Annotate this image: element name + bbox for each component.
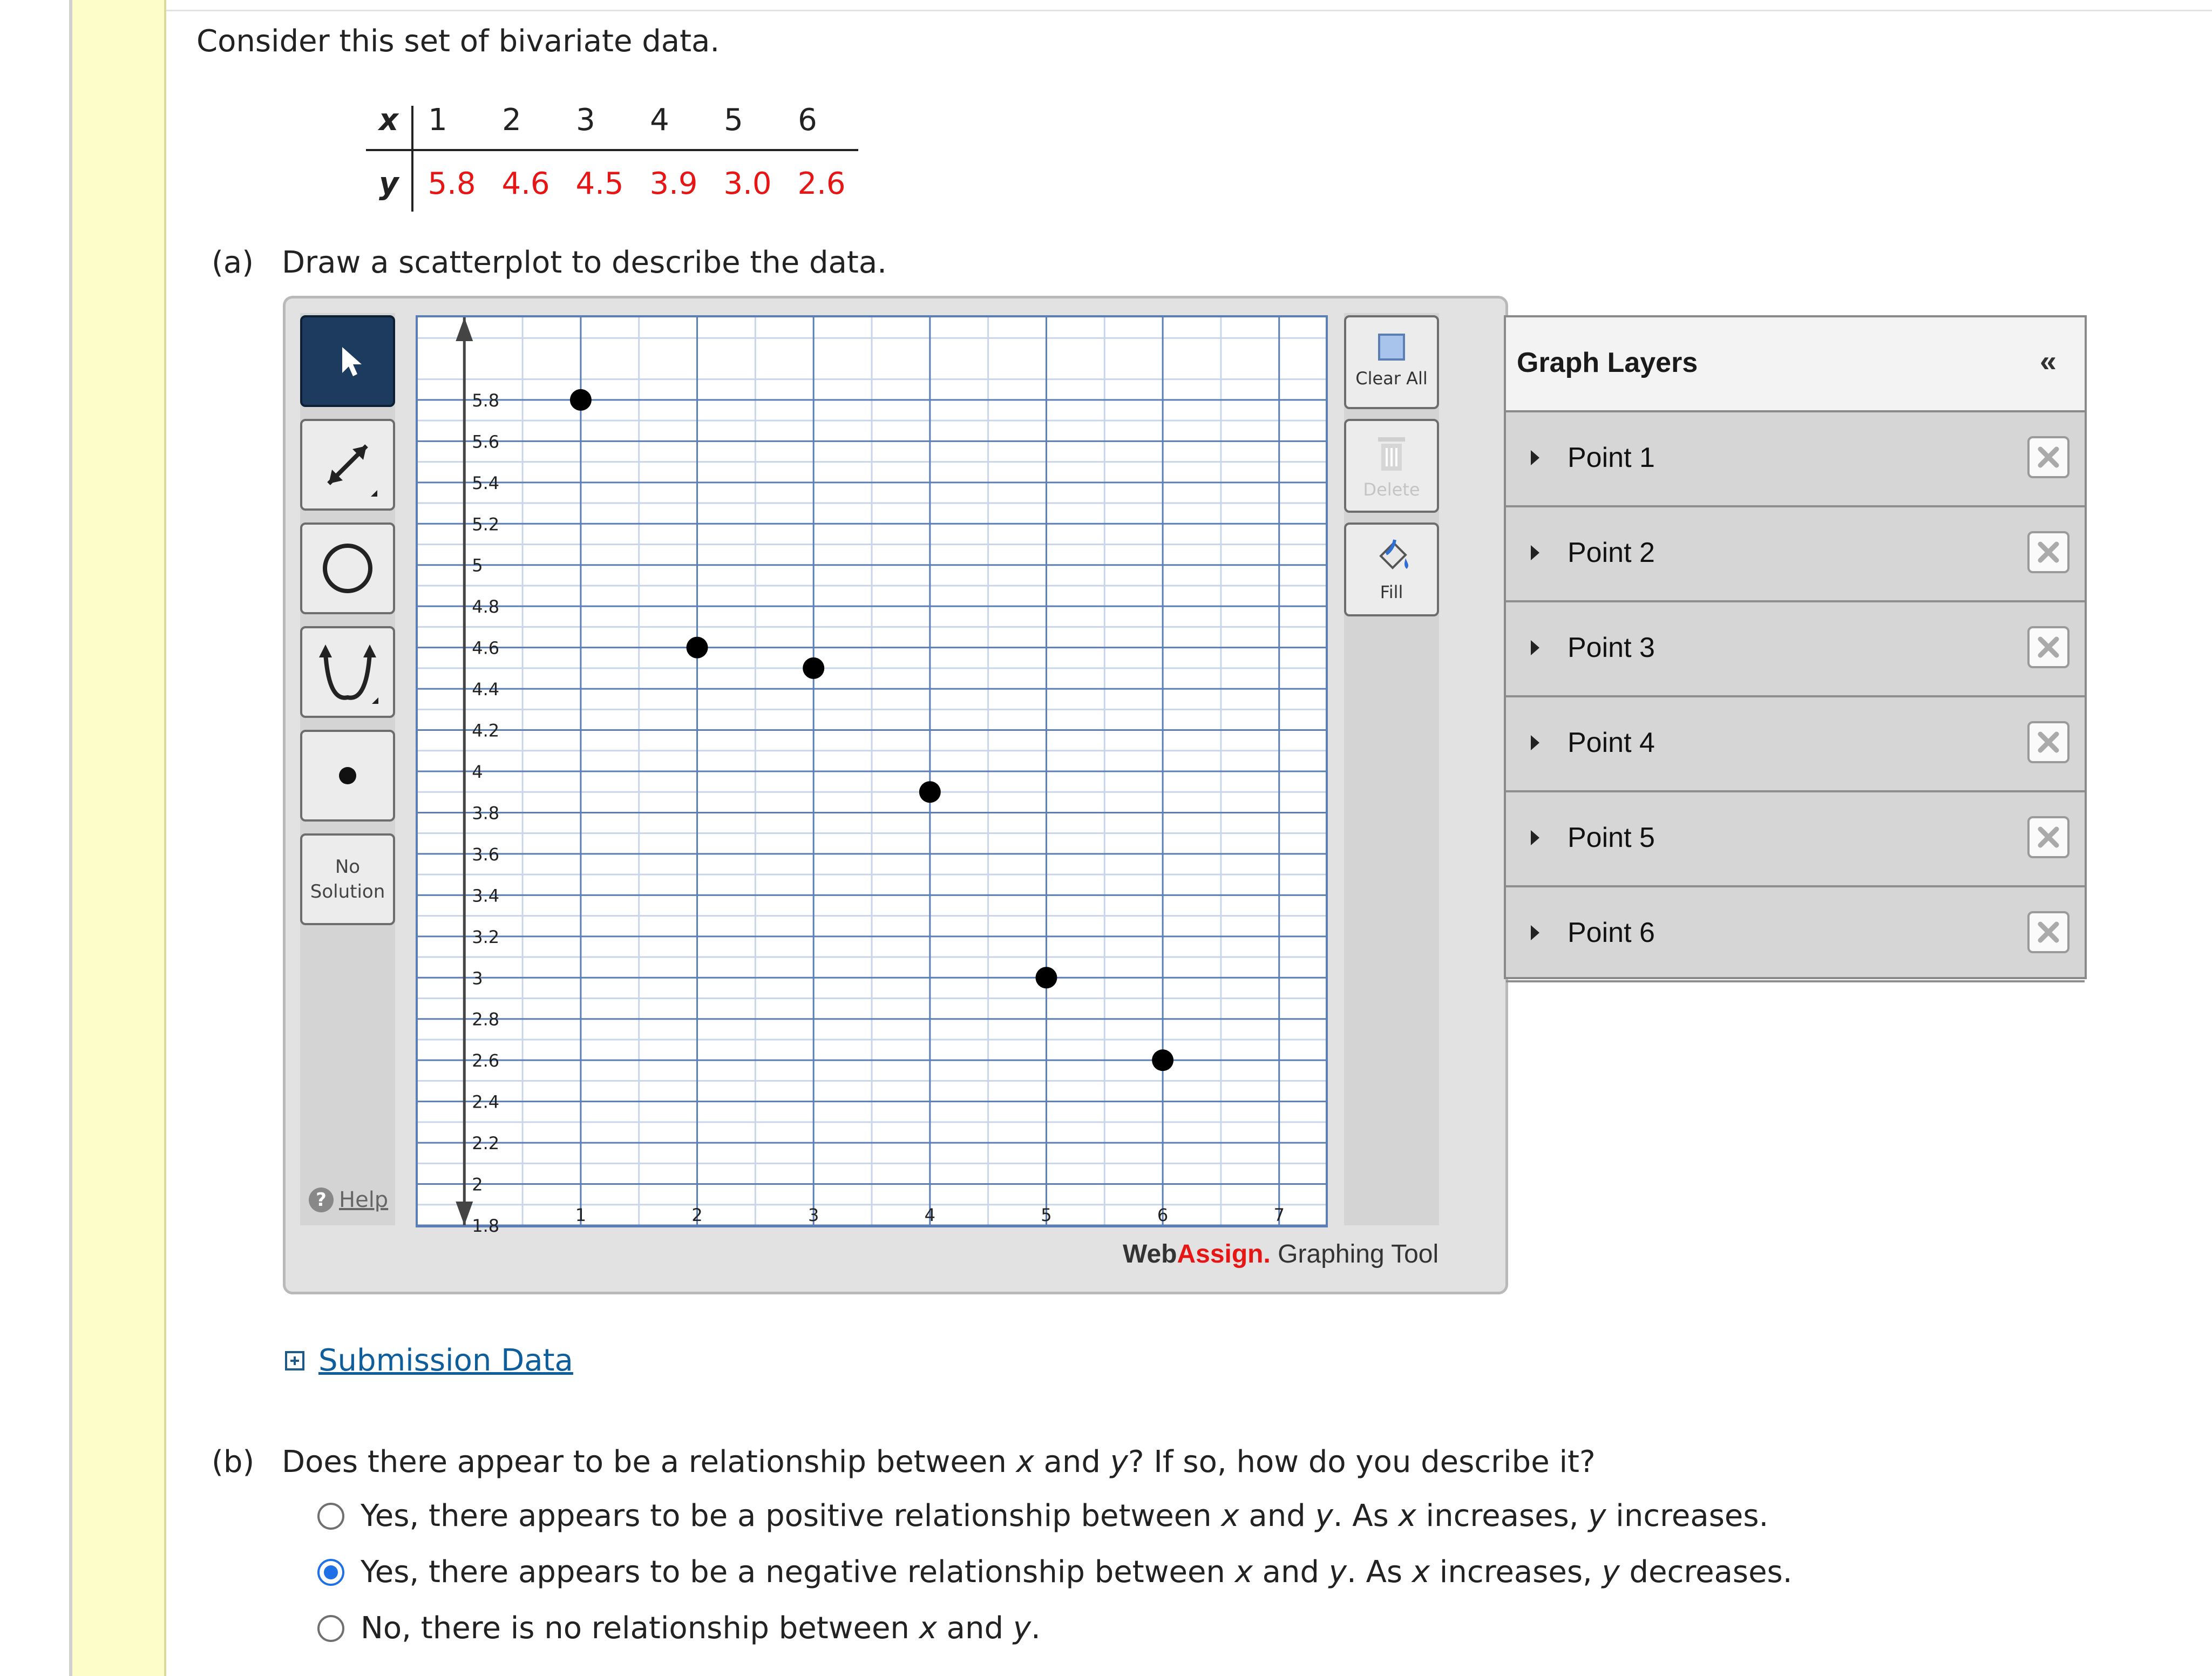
option-label[interactable]: Yes, there appears to be a positive relationship between x and y. As x increases, y increases. [361, 1498, 1769, 1533]
data-point[interactable] [803, 657, 824, 679]
layer-row[interactable] [1506, 507, 2085, 602]
y-tick-label: 4 [472, 762, 483, 782]
webassign-brand [1123, 1239, 1439, 1269]
brand-web: Web [1123, 1240, 1177, 1268]
remove-layer-button[interactable] [2027, 626, 2069, 668]
table-y-value: 2.6 [797, 166, 846, 201]
y-tick-label: 5.8 [472, 390, 500, 411]
table-x-label: x [379, 103, 399, 138]
parabola-icon [313, 637, 383, 707]
y-tick-label: 5.4 [472, 472, 500, 493]
layer-label: Point 5 [1568, 822, 1655, 853]
option-radio[interactable] [317, 1615, 344, 1642]
y-tick-label: 4.2 [472, 720, 500, 741]
close-icon [2035, 919, 2062, 946]
no-solution-line2: Solution [310, 881, 385, 903]
clear-all-icon [1378, 334, 1405, 361]
delete-button[interactable] [1344, 419, 1439, 513]
close-icon [2035, 634, 2062, 661]
y-tick-label: 3.2 [472, 926, 500, 947]
table-x-value: 1 [428, 103, 447, 138]
x-tick-label: 5 [1041, 1205, 1052, 1225]
plot-area[interactable] [416, 315, 1328, 1236]
fill-label: Fill [1380, 582, 1403, 602]
point-icon [331, 759, 364, 792]
layer-label: Point 4 [1568, 727, 1655, 758]
data-point[interactable] [570, 389, 592, 411]
clear-all-label: Clear All [1355, 368, 1428, 389]
expand-triangle-icon[interactable] [1531, 735, 1539, 750]
table-y-value: 5.8 [428, 166, 476, 201]
y-tick-label: 2.8 [472, 1009, 500, 1030]
clear-all-button[interactable] [1344, 315, 1439, 409]
y-tick-label: 4.4 [472, 679, 500, 700]
pointer-tool-button[interactable] [300, 315, 395, 407]
table-y-label: y [379, 166, 399, 201]
option-label[interactable]: Yes, there appears to be a negative relationship between x and y. As x increases, y decreases. [361, 1555, 1793, 1590]
help-link[interactable] [309, 1188, 388, 1212]
y-axis-arrow-up [456, 317, 473, 341]
table-y-value: 3.0 [723, 166, 772, 201]
submission-data-link[interactable]: Submission Data [318, 1343, 573, 1378]
trash-icon [1373, 432, 1410, 475]
scatterplot[interactable] [418, 317, 1326, 1236]
layer-label: Point 2 [1568, 537, 1655, 568]
fill-button[interactable] [1344, 523, 1439, 616]
submission-data-toggle[interactable] [285, 1343, 573, 1378]
remove-layer-button[interactable] [2027, 531, 2069, 573]
y-tick-label: 3.4 [472, 885, 500, 906]
layer-row[interactable] [1506, 412, 2085, 507]
y-tick-label: 5.2 [472, 514, 500, 535]
table-x-value: 5 [724, 103, 743, 138]
x-tick-label: 7 [1273, 1205, 1285, 1225]
table-x-value: 6 [798, 103, 817, 138]
expand-triangle-icon[interactable] [1531, 640, 1539, 655]
circle-tool-button[interactable] [300, 523, 395, 614]
no-solution-line1: No [335, 856, 361, 878]
expand-triangle-icon[interactable] [1531, 830, 1539, 845]
expand-triangle-icon[interactable] [1531, 545, 1539, 560]
option-radio[interactable] [317, 1503, 344, 1530]
table-y-value: 3.9 [649, 166, 698, 201]
y-tick-label: 5.6 [472, 431, 500, 452]
remove-layer-button[interactable] [2027, 911, 2069, 953]
table-x-value: 3 [576, 103, 595, 138]
remove-layer-button[interactable] [2027, 721, 2069, 763]
y-tick-label: 3.8 [472, 803, 500, 824]
y-axis-arrow-down [456, 1202, 473, 1225]
question-margin-bar [72, 0, 166, 1676]
data-point[interactable] [687, 637, 708, 659]
delete-label: Delete [1363, 479, 1420, 500]
y-tick-label: 4.8 [472, 596, 500, 618]
close-icon [2035, 824, 2062, 851]
table-y-value: 4.6 [501, 166, 550, 201]
table-x-value: 4 [650, 103, 669, 138]
table-x-value: 2 [502, 103, 521, 138]
expand-plus-icon [285, 1351, 304, 1370]
layer-label: Point 3 [1568, 632, 1655, 663]
close-icon [2035, 444, 2062, 471]
help-label: Help [339, 1188, 389, 1212]
data-point[interactable] [919, 781, 941, 803]
parabola-tool-button[interactable] [300, 626, 395, 718]
y-tick-label: 2.6 [472, 1050, 500, 1071]
x-tick-label: 6 [1157, 1205, 1169, 1225]
line-arrow-icon [313, 430, 383, 500]
layer-row[interactable] [1506, 602, 2085, 697]
x-tick-label: 3 [808, 1205, 819, 1225]
pointer-icon [326, 340, 369, 383]
x-tick-label: 4 [924, 1205, 936, 1225]
y-tick-label: 1.8 [472, 1216, 500, 1236]
x-tick-label: 2 [691, 1205, 703, 1225]
close-icon [2035, 729, 2062, 756]
layers-header [1506, 317, 2085, 412]
collapse-icon[interactable]: « [2039, 344, 2057, 378]
data-point[interactable] [1152, 1049, 1173, 1071]
no-solution-button[interactable] [300, 833, 395, 925]
part-a-label: (a) [212, 245, 254, 280]
table-horizontal-rule [366, 149, 858, 151]
remove-layer-button[interactable] [2027, 436, 2069, 478]
brand-assign: Assign. [1177, 1240, 1271, 1268]
graph-layers-panel [1504, 315, 2087, 979]
x-tick-label: 1 [575, 1205, 587, 1225]
layers-title: Graph Layers [1517, 347, 1698, 378]
circle-icon [318, 539, 377, 598]
fill-bucket-icon [1370, 534, 1413, 578]
option-label[interactable]: No, there is no relationship between x and y. [361, 1611, 1041, 1646]
y-tick-label: 3.6 [472, 844, 500, 865]
point-tool-button[interactable] [300, 730, 395, 822]
remove-layer-button[interactable] [2027, 816, 2069, 858]
data-point[interactable] [1035, 967, 1057, 988]
y-tick-label: 2 [472, 1174, 483, 1195]
y-tick-label: 4.6 [472, 637, 500, 659]
expand-triangle-icon[interactable] [1531, 450, 1539, 465]
help-icon: ? [309, 1188, 334, 1212]
layer-row[interactable] [1506, 887, 2085, 982]
brand-tail: Graphing Tool [1278, 1240, 1439, 1268]
table-y-value: 4.5 [575, 166, 624, 201]
layer-row[interactable] [1506, 697, 2085, 792]
close-icon [2035, 539, 2062, 566]
y-tick-label: 2.4 [472, 1091, 500, 1112]
layer-row[interactable] [1506, 792, 2085, 887]
page-top-border [69, 0, 2212, 11]
layer-label: Point 1 [1568, 442, 1655, 473]
y-tick-label: 5 [472, 555, 483, 576]
question-intro: Consider this set of bivariate data. [196, 24, 720, 59]
line-tool-button[interactable] [300, 419, 395, 511]
y-tick-label: 2.2 [472, 1133, 500, 1154]
part-b-question: Does there appear to be a relationship between x and y? If so, how do you describe it? [282, 1444, 1596, 1480]
layer-label: Point 6 [1568, 917, 1655, 948]
part-b-label: (b) [212, 1444, 255, 1480]
option-radio[interactable] [317, 1559, 344, 1586]
expand-triangle-icon[interactable] [1531, 925, 1539, 940]
y-tick-label: 3 [472, 968, 483, 989]
part-a-text: Draw a scatterplot to describe the data. [282, 245, 887, 280]
